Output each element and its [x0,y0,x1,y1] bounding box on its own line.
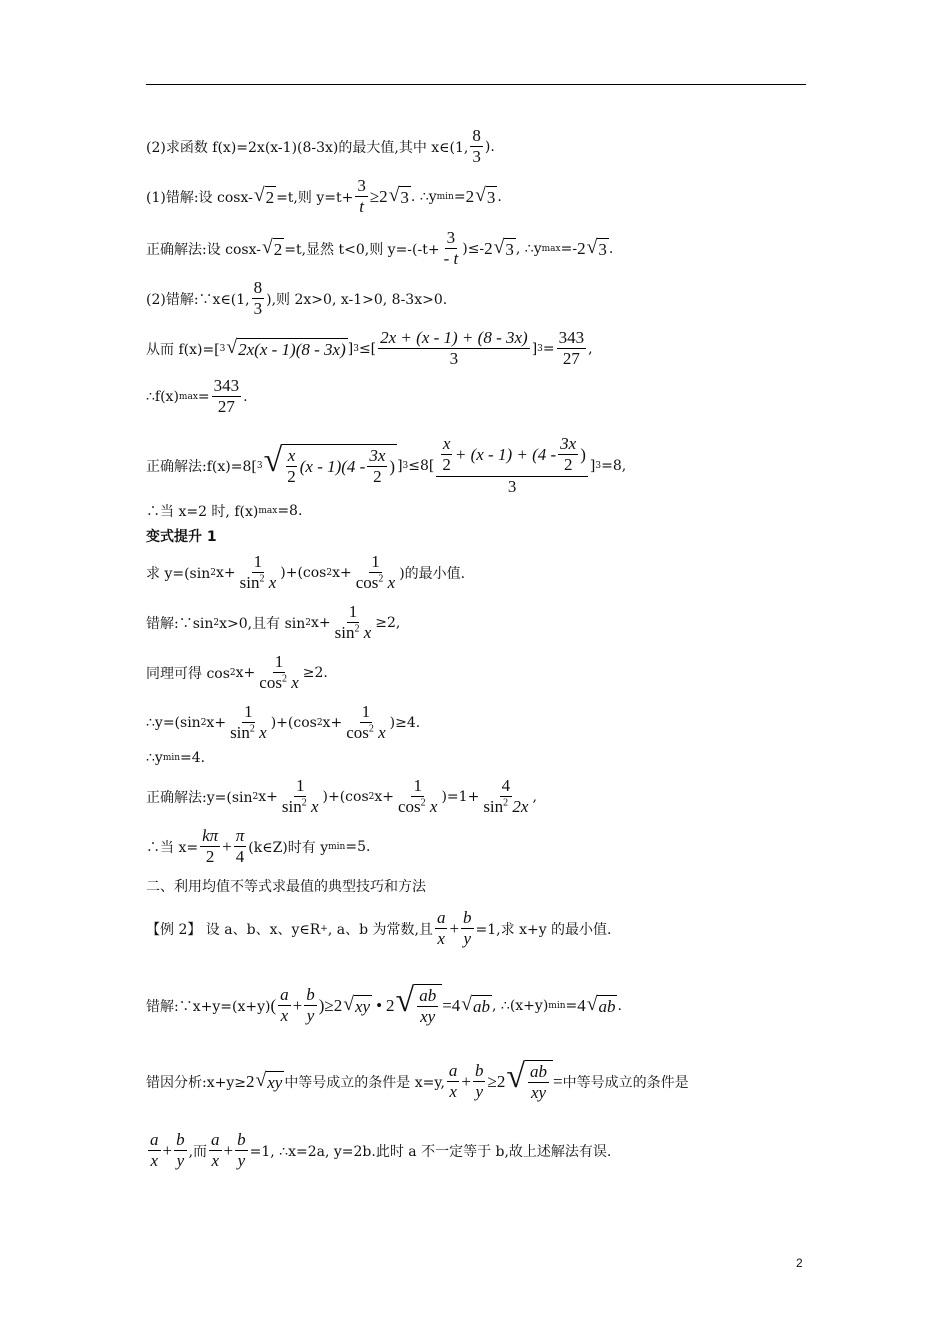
line-correct-max [146,501,302,521]
text: x+ [206,714,227,731]
text: ∴f(x) [146,388,179,405]
text: ≥2. [302,664,328,681]
text: ] [347,340,354,357]
text: )+(cos [270,714,317,731]
superscript: 3 [402,460,409,471]
text: x+ [215,564,236,581]
fraction-3-t: $\frac{3}{t}$ [357,176,366,217]
line-when-x: ∴当 x= $\frac{k\pi}{2}$ + $\frac{\pi}{4}$ (k∈Z)时有 y min =5. [146,826,371,867]
text: 中等号成立的条件是 [562,1074,689,1091]
text: 错解:∵x+y=(x+y) [146,998,271,1015]
text: x>0,且有 sin [219,615,306,632]
text: =1,求 x+y 的最小值. [475,921,612,938]
fraction-8-3: $\frac{8}{3}$ [472,126,481,167]
text: =t,显然 t<0,则 y=-(-t+ [284,241,440,258]
text: ∴y=(sin [146,714,201,731]
text: ] [531,340,538,357]
ge-two: ≥2 [369,186,388,206]
text: =1, ∴x=2a, y=2b.此时 a 不一定等于 b,故上述解法有误. [249,1143,612,1160]
text: 从而 f(x)=[ [146,341,220,358]
text: x+ [374,788,394,805]
cube-index: 3 [256,460,263,471]
line-wrong-4: 错解:∵x+y=(x+y) ( $\frac{a}{x}$ + $\frac{b}{y}$ ) ≥2 √ xy • 2 √ $\frac{ab}{xy}$ =4 √ ab , ∴(x+y) min = 4 √ ab . [146,982,622,1027]
line-correct-amgm [146,434,626,497]
text: . ∴y [410,188,437,205]
coef: 2 [484,238,493,258]
line-wrong-max: ∴f(x) max = $\frac{343}{27}$ . [146,376,248,417]
subscript: max [258,506,278,516]
text: 中等号成立的条件是 x=y, [284,1074,445,1091]
cube-root: √ $\frac{x}{2}$ (x - 1)(4 - $\frac{3x}{2}$ ) [263,441,396,487]
subscript: min [436,191,454,202]
text: = [542,340,555,357]
text: ∴当 x= [146,839,199,856]
text: ] [397,457,403,474]
text: 同理可得 cos [146,665,230,682]
text: =4. [180,750,206,766]
text: )≤- [462,240,485,257]
text: )+(cos [280,564,327,581]
text: =8. [277,503,303,519]
text: ∴y [146,750,163,766]
text: ∴当 x=2 时, f(x) [146,504,259,520]
text: , ∴(x+y) [492,997,549,1014]
text: 错因分析:x+y≥ [146,1074,246,1091]
line-wrong-3: 错解:∵sin 2 x>0,且有 sin 2 x+ $\frac{1}{\sin^2 x}$ ≥2, [146,602,401,643]
text: ,而 [188,1143,208,1160]
text: ≥2, [375,614,401,631]
sqrt-3: √ 3 [475,184,496,207]
sqrt-2: √ 2 [253,184,275,207]
text: 求 y=(sin [146,565,211,582]
text: x+ [322,714,343,731]
line-problem-2 [146,126,495,168]
line-correct-3: 正确解法:y=(sin 2 x+ $\frac{1}{\sin^2 x}$ )+(cos 2 x+ $\frac{1}{\cos^2 x}$ )=1+ $\frac{4}{\sin^2 2x}$ , [146,776,537,817]
line-therefore-ge4: ∴y=(sin 2 x+ $\frac{1}{\sin^2 x}$ )+(cos 2 x+ $\frac{1}{\cos^2 x}$ )≥4. [146,702,421,743]
line-similarly: 同理可得 cos 2 x+ $\frac{1}{\cos^2 x}$ ≥2. [146,652,328,693]
superscript: 3 [595,460,602,471]
text: )+(cos [322,788,369,805]
text: )=1+ [441,788,480,805]
page-number: 2 [796,1256,803,1270]
fraction-3-neg-t: $\frac{3}{- t}$ [443,228,459,269]
fraction-sum-3: $\frac{x}{2}$ + (x - 1) + (4 - $\frac{3x}{2}$ ) 3 [436,434,588,497]
text: = [453,188,466,205]
text: , a、b 为常数,且 [327,921,433,938]
text: (2)求函数 f(x)=2x(x-1)(8-3x)的最大值,其中 x∈(1, [146,139,469,156]
line-wrong-solution-1: (1)错解:设 cosx- √ 2 =t,则 y=t+ $\frac{3}{t}$ ≥2 √ 3 . ∴y min = 2 √ 3 . [146,176,502,217]
text: ≤[ [358,340,377,357]
fraction-8-3: $\frac{8}{3}$ [253,278,263,319]
sqrt-2: √ 2 [262,236,283,259]
fraction-343-27: $\frac{343}{27}$ [558,328,585,369]
sqrt-3: √ 3 [493,236,514,259]
superscript: 3 [353,343,359,354]
text: =8, [601,457,627,474]
text: , [532,788,537,805]
text: =t,则 y=t+ [276,189,354,206]
text: = [197,388,210,405]
text: ≤8[ [408,457,435,474]
line-wrong-amgm: 从而 f(x)=[ 3 √ 2x(x - 1)(8 - 3x) ] 3 ≤[ $\frac{2x + (x - 1) + (8 - 3x)}{3}$ ] 3 = $\frac{343}{27}$ , [146,328,593,369]
text: ). [484,138,495,155]
cube-index: 3 [219,343,226,354]
fraction-sum-3: $\frac{2x + (x - 1) + (8 - 3x)}{3}$ [380,328,528,369]
coef: 2 [465,186,475,206]
text: =- [560,240,578,257]
line-error-analysis: 错因分析:x+y≥ 2 √ xy 中等号成立的条件是 x=y, $\frac{a}{x}$ + $\frac{b}{y}$ ≥ 2 √ $\frac{ab}{xy}$ = 中等号成立的条件是 [146,1058,689,1103]
text: 正确解法:f(x)=8[ [146,458,257,475]
sqrt-3: √ 3 [388,184,409,207]
text: (1)错解:设 cosx- [146,189,253,206]
line-exercise: 求 y=(sin 2 x+ $\frac{1}{\sin^2 x}$ )+(cos 2 x+ $\frac{1}{\cos^2 x}$ )的最小值. [146,552,466,593]
text: 错解:∵sin [146,615,214,632]
line-example-2: 【例 2】 设 a、b、x、y∈R + , a、b 为常数,且 $\frac{a}{x}$ + $\frac{b}{y}$ =1,求 x+y 的最小值. [146,908,612,949]
section-heading: 变式提升 1 [146,529,217,545]
coef: 2 [577,238,586,258]
subscript: max [178,391,198,402]
text: ),则 2x>0, x-1>0, 8-3x>0. [266,291,448,308]
text: )≥4. [389,714,421,731]
superscript: 3 [537,343,543,354]
text: )的最小值. [399,565,466,582]
text: 正确解法:y=(sin [146,789,253,806]
line-conclusion: $\frac{a}{x}$ + $\frac{b}{y}$ ,而 $\frac{a}{x}$ + $\frac{b}{y}$ =1, ∴x=2a, y=2b.此时 a 不一定等于 b,故上述解法有误. [150,1130,612,1171]
text: (k∈Z)时有 y [248,839,329,856]
text: , ∴y [515,240,542,257]
line-ymin-4: ∴y min =4. [146,750,206,766]
text: = [565,997,578,1014]
sqrt-3: √ 3 [586,236,607,259]
cube-root: √ 2x(x - 1)(8 - 3x) [226,336,346,359]
text: ] [589,457,596,474]
line-wrong-solution-2 [146,278,447,320]
text: x+ [258,788,278,805]
header-rule [146,84,806,85]
section-title-2: 二、利用均值不等式求最值的典型技巧和方法 [146,879,426,895]
text: x+ [235,664,256,681]
text: (2)错解:∵x∈(1, [146,291,250,308]
fraction-343-27: $\frac{343}{27}$ [213,376,240,417]
text: x+ [332,564,352,581]
text: =5. [345,838,371,855]
line-correct-solution-1: 正确解法:设 cosx- √ 2 =t,显然 t<0,则 y=-(-t+ $\frac{3}{- t}$ )≤- 2 √ 3 , ∴y max =- 2 √ 3 . [146,228,614,269]
subscript: max [541,243,561,254]
text: x+ [311,614,331,631]
text: 正确解法:设 cosx- [146,241,262,258]
text: 【例 2】 设 a、b、x、y∈R [146,921,321,938]
